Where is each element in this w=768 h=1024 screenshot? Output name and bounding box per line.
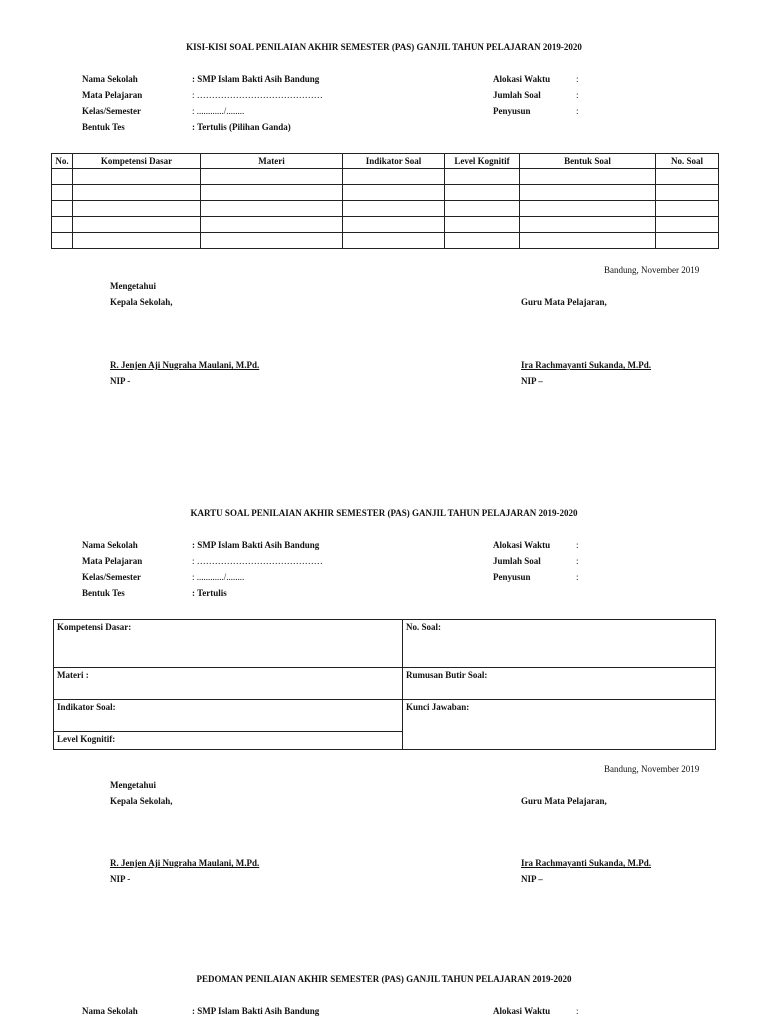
principal-name: R. Jenjen Aji Nugraha Maulani, M.Pd. bbox=[110, 858, 260, 868]
kartu-soal-title: KARTU SOAL PENILAIAN AKHIR SEMESTER (PAS) GANJIL TAHUN PELAJARAN 2019-2020 bbox=[190, 508, 578, 518]
subject-value: : …………………………………… bbox=[192, 556, 323, 566]
acknowledged-label: Mengetahui bbox=[110, 281, 156, 291]
table-cell bbox=[656, 233, 719, 249]
card-level-kognitif bbox=[53, 731, 403, 750]
card-no-soal bbox=[402, 619, 716, 668]
table-cell bbox=[520, 185, 656, 201]
principal-role: Kepala Sekolah, bbox=[110, 796, 173, 806]
teacher-role: Guru Mata Pelajaran, bbox=[521, 297, 607, 307]
table-cell bbox=[73, 233, 201, 249]
table-cell bbox=[73, 201, 201, 217]
test-type-label: Bentuk Tes bbox=[82, 122, 125, 132]
author-value: : bbox=[576, 106, 579, 116]
header-materi: Materi bbox=[201, 154, 343, 169]
teacher-nip: NIP – bbox=[521, 376, 543, 386]
header-no-soal: No. Soal bbox=[656, 154, 719, 169]
table-cell bbox=[52, 201, 73, 217]
table-cell bbox=[73, 185, 201, 201]
test-type-value: : Tertulis (Pilihan Ganda) bbox=[192, 122, 291, 132]
teacher-role: Guru Mata Pelajaran, bbox=[521, 796, 607, 806]
table-cell bbox=[445, 217, 520, 233]
table-cell bbox=[445, 169, 520, 185]
table-cell bbox=[201, 233, 343, 249]
card-materi bbox=[53, 667, 403, 700]
time-allocation-label: Alokasi Waktu bbox=[493, 1006, 551, 1016]
table-row bbox=[52, 233, 719, 249]
principal-name: R. Jenjen Aji Nugraha Maulani, M.Pd. bbox=[110, 360, 260, 370]
class-semester-label: Kelas/Semester bbox=[82, 106, 141, 116]
pedoman-title: PEDOMAN PENILAIAN AKHIR SEMESTER (PAS) GANJIL TAHUN PELAJARAN 2019-2020 bbox=[196, 974, 572, 984]
card-rumusan-butir-soal bbox=[402, 667, 716, 700]
class-semester-label: Kelas/Semester bbox=[82, 572, 141, 582]
principal-nip: NIP - bbox=[110, 376, 131, 386]
test-type-value: : Tertulis bbox=[192, 588, 227, 598]
question-count-value: : bbox=[576, 556, 579, 566]
header-bentuk-soal: Bentuk Soal bbox=[520, 154, 656, 169]
school-name-label: Nama Sekolah bbox=[82, 540, 138, 550]
table-cell bbox=[445, 201, 520, 217]
kisi-kisi-table bbox=[51, 153, 719, 249]
question-count-label: Jumlah Soal bbox=[493, 90, 541, 100]
table-cell bbox=[73, 169, 201, 185]
school-name-value: : SMP Islam Bakti Asih Bandung bbox=[192, 540, 320, 550]
table-row bbox=[52, 169, 719, 185]
table-cell bbox=[343, 233, 445, 249]
school-name-value: : SMP Islam Bakti Asih Bandung bbox=[192, 1006, 320, 1016]
table-cell bbox=[52, 233, 73, 249]
card-indikator-soal bbox=[53, 699, 403, 732]
table-cell bbox=[343, 169, 445, 185]
card-kunci-label: Kunci Jawaban: bbox=[406, 702, 470, 712]
time-allocation-value: : bbox=[576, 1006, 579, 1016]
time-allocation-value: : bbox=[576, 74, 579, 84]
teacher-name: Ira Rachmayanti Sukanda, M.Pd. bbox=[521, 858, 652, 868]
time-allocation-label: Alokasi Waktu bbox=[493, 540, 551, 550]
card-kunci-jawaban bbox=[402, 699, 716, 750]
table-cell bbox=[445, 233, 520, 249]
header-no: No. bbox=[52, 154, 73, 169]
question-count-label: Jumlah Soal bbox=[493, 556, 541, 566]
table-cell bbox=[73, 217, 201, 233]
school-name-label: Nama Sekolah bbox=[82, 1006, 138, 1016]
table-cell bbox=[656, 201, 719, 217]
principal-nip: NIP - bbox=[110, 874, 131, 884]
place-date: Bandung, November 2019 bbox=[604, 265, 700, 275]
table-cell bbox=[343, 217, 445, 233]
table-cell bbox=[201, 169, 343, 185]
table-cell bbox=[52, 185, 73, 201]
subject-label: Mata Pelajaran bbox=[82, 556, 143, 566]
table-cell bbox=[201, 217, 343, 233]
time-allocation-label: Alokasi Waktu bbox=[493, 74, 551, 84]
table-cell bbox=[656, 169, 719, 185]
question-count-value: : bbox=[576, 90, 579, 100]
author-label: Penyusun bbox=[493, 572, 531, 582]
author-value: : bbox=[576, 572, 579, 582]
test-type-label: Bentuk Tes bbox=[82, 588, 125, 598]
question-card bbox=[53, 619, 716, 750]
table-header-row bbox=[52, 154, 719, 169]
table-cell bbox=[656, 217, 719, 233]
subject-value: : …………………………………… bbox=[192, 90, 323, 100]
author-label: Penyusun bbox=[493, 106, 531, 116]
header-kompetensi-dasar: Kompetensi Dasar bbox=[73, 154, 201, 169]
header-level-kognitif: Level Kognitif bbox=[445, 154, 520, 169]
table-cell bbox=[201, 185, 343, 201]
card-level-label: Level Kognitif: bbox=[57, 734, 116, 744]
table-cell bbox=[445, 185, 520, 201]
table-cell bbox=[343, 201, 445, 217]
school-name-label: Nama Sekolah bbox=[82, 74, 138, 84]
principal-role: Kepala Sekolah, bbox=[110, 297, 173, 307]
table-cell bbox=[520, 233, 656, 249]
card-rumusan-label: Rumusan Butir Soal: bbox=[406, 670, 488, 680]
card-materi-label: Materi : bbox=[57, 670, 89, 680]
table-cell bbox=[201, 201, 343, 217]
table-cell bbox=[52, 217, 73, 233]
acknowledged-label: Mengetahui bbox=[110, 780, 156, 790]
table-row bbox=[52, 185, 719, 201]
teacher-name: Ira Rachmayanti Sukanda, M.Pd. bbox=[521, 360, 652, 370]
table-row bbox=[52, 201, 719, 217]
card-kompetensi-dasar bbox=[53, 619, 403, 668]
card-kompetensi-label: Kompetensi Dasar: bbox=[57, 622, 132, 632]
school-name-value: : SMP Islam Bakti Asih Bandung bbox=[192, 74, 320, 84]
card-no-soal-label: No. Soal: bbox=[406, 622, 442, 632]
table-cell bbox=[52, 169, 73, 185]
table-cell bbox=[656, 185, 719, 201]
table-cell bbox=[520, 217, 656, 233]
card-indikator-label: Indikator Soal: bbox=[57, 702, 116, 712]
teacher-nip: NIP – bbox=[521, 874, 543, 884]
table-cell bbox=[343, 185, 445, 201]
table-cell bbox=[520, 169, 656, 185]
kisi-kisi-title: KISI-KISI SOAL PENILAIAN AKHIR SEMESTER (PAS) GANJIL TAHUN PELAJARAN 2019-2020 bbox=[186, 42, 582, 52]
header-indikator-soal: Indikator Soal bbox=[343, 154, 445, 169]
table-row bbox=[52, 217, 719, 233]
class-semester-value: : ............/........ bbox=[192, 572, 245, 582]
subject-label: Mata Pelajaran bbox=[82, 90, 143, 100]
time-allocation-value: : bbox=[576, 540, 579, 550]
table-cell bbox=[520, 201, 656, 217]
place-date: Bandung, November 2019 bbox=[604, 764, 700, 774]
class-semester-value: : ............/........ bbox=[192, 106, 245, 116]
